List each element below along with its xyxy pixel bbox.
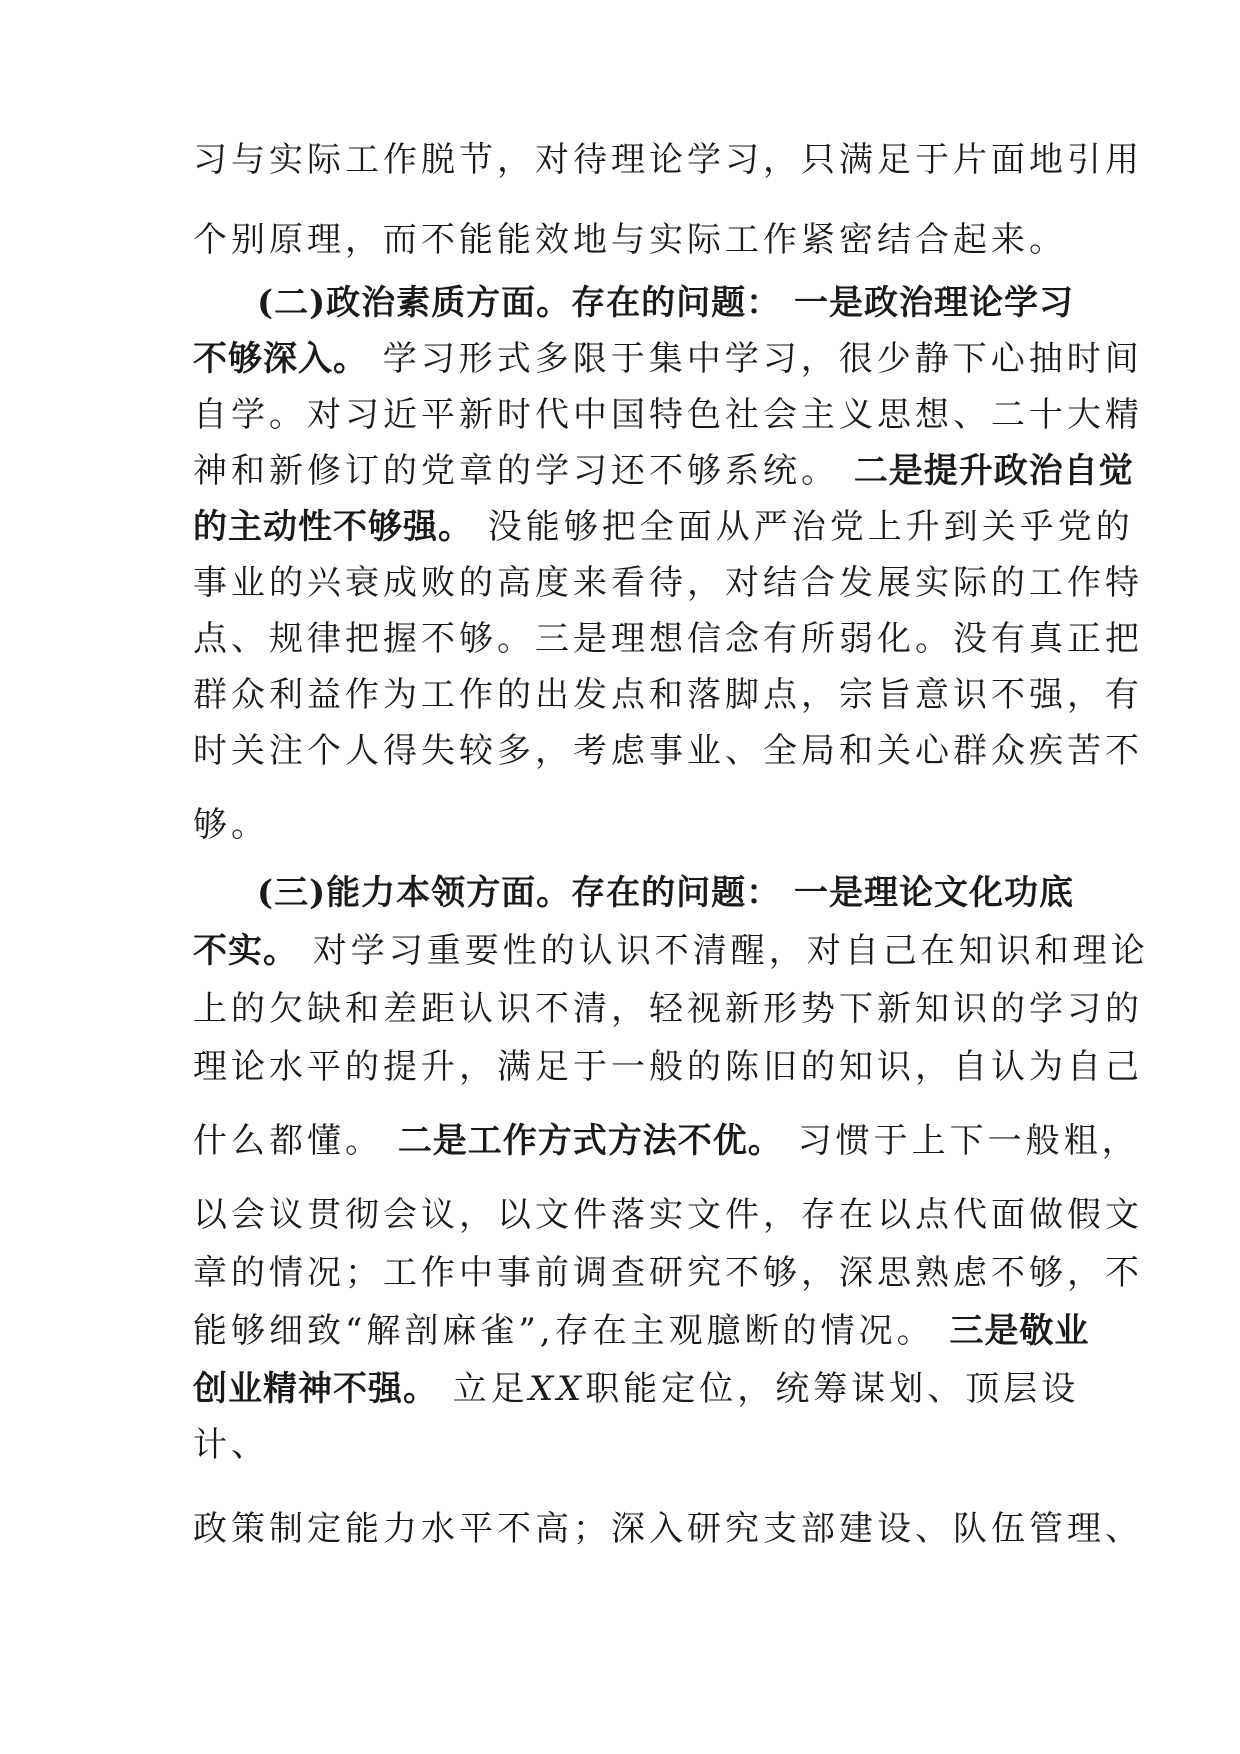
body-line-19 xyxy=(193,1253,1143,1293)
body-line-20 xyxy=(193,1311,1089,1351)
text-run: 点、规律把握不够。三是理想信念有所弱化。没有真正把 xyxy=(193,619,1143,659)
text-run: 章的情况；工作中事前调查研究不够，深思熟虑不够，不 xyxy=(193,1253,1143,1293)
body-line-21 xyxy=(193,1369,1079,1409)
body-line-11 xyxy=(193,731,1143,771)
body-line-14 xyxy=(193,931,1149,971)
section-heading-political xyxy=(257,283,1074,323)
bold-run: 二是提升政治自觉 xyxy=(853,451,1134,491)
text-run: 职能定位，统筹谋划、顶层设 xyxy=(585,1369,1080,1409)
text-run: 理论水平的提升，满足于一般的陈旧的知识，自认为自己 xyxy=(193,1047,1143,1087)
body-line-17 xyxy=(193,1121,1140,1161)
body-line-7 xyxy=(193,507,1134,547)
text-run: 以会议贯彻会议，以文件落实文件，存在以点代面做假文 xyxy=(193,1195,1143,1235)
body-line-10 xyxy=(193,675,1143,715)
text-run: 个别原理，而不能能效地与实际工作紧密结合起来。 xyxy=(193,220,1067,260)
bold-run: 三是敬业 xyxy=(949,1311,1090,1351)
text-run: 学习形式多限于集中学习，很少静下心抽时间 xyxy=(368,339,1143,379)
text-run: 自学。对习近平新时代中国特色社会主义思想、二十大精 xyxy=(193,395,1143,435)
placeholder-run: XX xyxy=(528,1369,586,1409)
text-run: 神和新修订的党章的学习还不够系统。 xyxy=(193,451,854,491)
body-line-12 xyxy=(193,805,269,845)
body-line-9 xyxy=(193,619,1143,659)
text-run: 能够细致“解剖麻雀”,存在主观臆断的情况。 xyxy=(193,1311,950,1351)
bold-run: 不实。 xyxy=(193,931,298,971)
body-line-22 xyxy=(193,1425,269,1465)
heading-run: 一是政治理论学习 xyxy=(781,283,1075,323)
body-line-5 xyxy=(193,395,1143,435)
text-run: 事业的兴衰成败的高度来看待，对结合发展实际的工作特 xyxy=(193,563,1143,603)
body-line-1 xyxy=(193,140,1143,180)
heading-run: (二)政治素质方面。存在的问题： xyxy=(257,283,782,323)
text-run: 什么都懂。 xyxy=(193,1121,398,1161)
body-line-23 xyxy=(193,1509,1143,1549)
body-line-4 xyxy=(193,339,1143,379)
text-run: 政策制定能力水平不高；深入研究支部建设、队伍管理、 xyxy=(193,1509,1143,1549)
text-run: 够。 xyxy=(193,805,269,845)
section-heading-ability xyxy=(257,873,1074,913)
body-line-2 xyxy=(193,220,1067,260)
heading-run: 一是理论文化功底 xyxy=(781,873,1075,913)
text-run: 群众利益作为工作的出发点和落脚点，宗旨意识不强，有 xyxy=(193,675,1143,715)
text-run: 计、 xyxy=(193,1425,269,1465)
body-line-18 xyxy=(193,1195,1143,1235)
text-run: 习与实际工作脱节，对待理论学习，只满足于片面地引用 xyxy=(193,140,1143,180)
text-run: 习惯于上下一般粗， xyxy=(782,1121,1140,1161)
heading-run: (三)能力本领方面。存在的问题： xyxy=(257,873,782,913)
body-line-15 xyxy=(193,989,1143,1029)
bold-run: 二是工作方式方法不优。 xyxy=(397,1121,783,1161)
text-run: 没能够把全面从严治党上升到关乎党的 xyxy=(473,507,1134,547)
body-line-6 xyxy=(193,451,1134,491)
bold-run: 的主动性不够强。 xyxy=(193,507,473,547)
bold-run: 不够深入。 xyxy=(193,339,368,379)
body-line-8 xyxy=(193,563,1143,603)
text-run: 时关注个人得失较多，考虑事业、全局和关心群众疾苦不 xyxy=(193,731,1143,771)
text-run: 对学习重要性的认识不清醒，对自己在知识和理论 xyxy=(298,931,1149,971)
text-run: 立足 xyxy=(438,1369,529,1409)
text-run: 上的欠缺和差距认识不清，轻视新形势下新知识的学习的 xyxy=(193,989,1143,1029)
bold-run: 创业精神不强。 xyxy=(193,1369,438,1409)
body-line-16 xyxy=(193,1047,1143,1087)
